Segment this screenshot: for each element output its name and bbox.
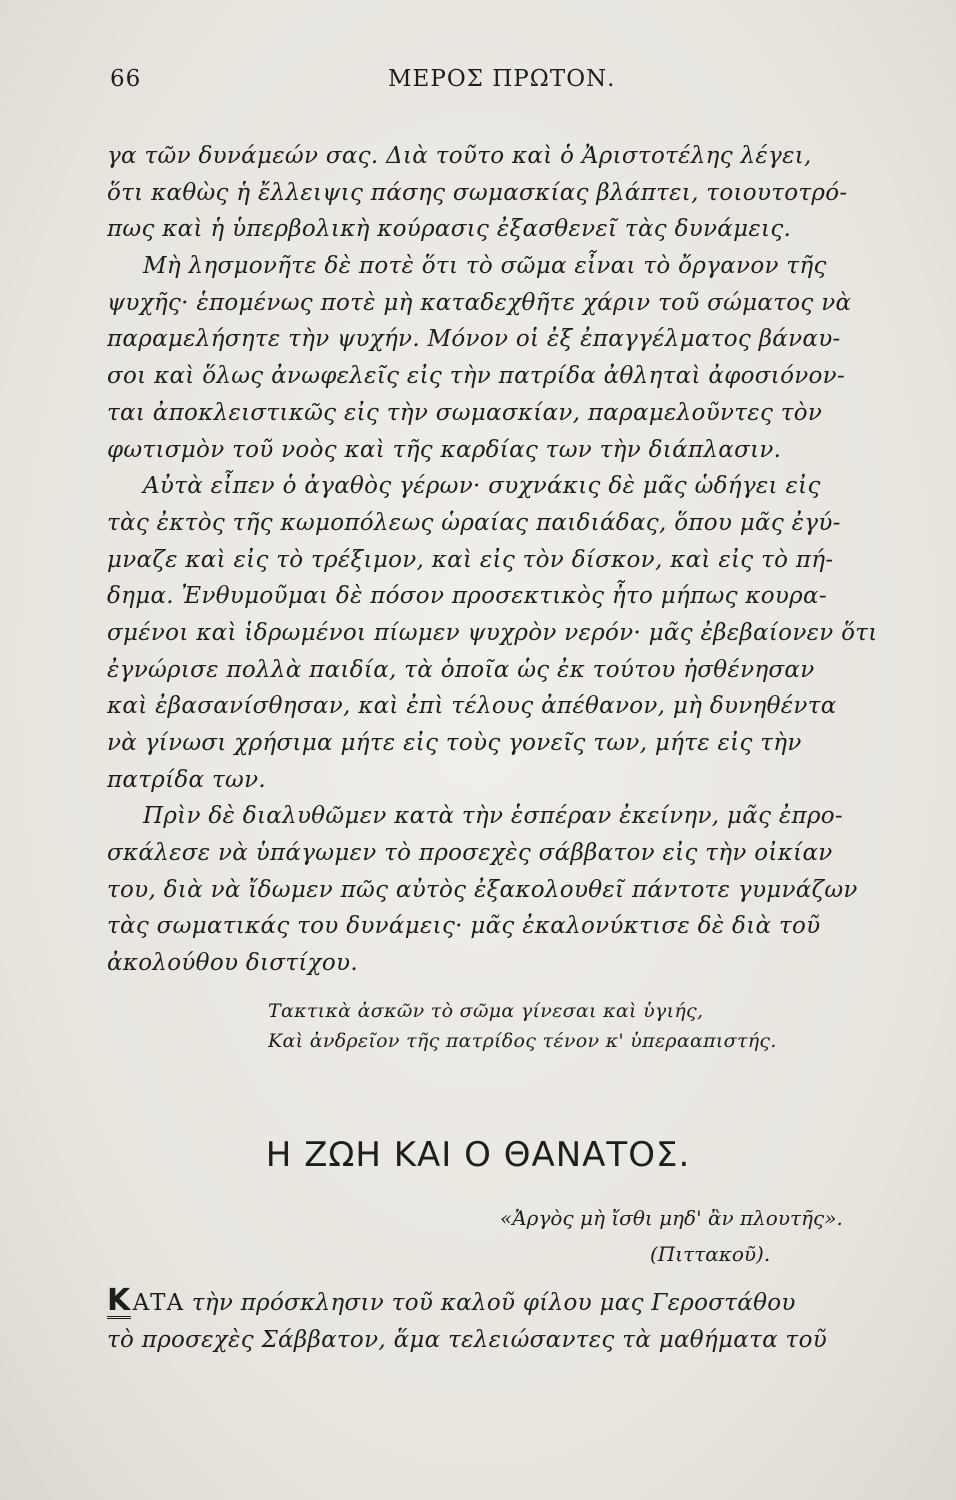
closing-paragraph xyxy=(107,1285,927,1358)
page-number: 66 xyxy=(110,66,142,92)
text-line: σμένοι καὶ ἱδρωμένοι πίωμεν ψυχρὸν νερόν· μᾶς ἐβεβαίονεν ὅτι xyxy=(107,619,878,646)
text-line: ἐγνώρισε πολλὰ παιδία, τὰ ὁποῖα ὡς ἐκ τούτου ἠσθένησαν xyxy=(107,656,815,683)
text-line: δημα. Ἐνθυμοῦμαι δὲ πόσον προσεκτικὸς ἦτο μήπως κουρα- xyxy=(107,583,827,610)
text-line: τὸ προσεχὲς Σάββατον, ἅμα τελειώσαντες τὰ μαθήματα τοῦ xyxy=(107,1326,828,1353)
text-line: σκάλεσε νὰ ὑπάγωμεν τὸ προσεχὲς σάββατον εἰς τὴν οἰκίαν xyxy=(107,840,833,867)
text-line: του, διὰ νὰ ἴδωμεν πῶς αὐτὸς ἐξακολουθεῖ πάντοτε γυμνάζων xyxy=(107,876,858,903)
text-line: ἀκολούθου διστίχου. xyxy=(107,950,358,977)
page-header xyxy=(110,66,830,102)
text-line xyxy=(107,1285,927,1322)
epigraph-quote: «Ἀργὸς μὴ ἴσθι μηδ' ἂν πλουτῆς». xyxy=(500,1206,843,1230)
text-line: Αὐτὰ εἶπεν ὁ ἀγαθὸς γέρων· συχνάκις δὲ μᾶς ὡδήγει εἰς xyxy=(143,473,821,500)
text-line: φωτισμὸν τοῦ νοὸς καὶ τῆς καρδίας των τὴν διάπλασιν. xyxy=(107,436,782,463)
text-line: γα τῶν δυνάμεών σας. Διὰ τοῦτο καὶ ὁ Ἀριστοτέλης λέγει, xyxy=(107,143,812,169)
small-caps-word: ΑΤΑ xyxy=(132,1290,185,1316)
text-line: καὶ ἐβασανίσθησαν, καὶ ἐπὶ τέλους ἀπέθανον, μὴ δυνηθέντα xyxy=(107,693,837,720)
text-line: μναζε καὶ εἰς τὸ τρέξιμον, καὶ εἰς τὸν δίσκον, καὶ εἰς τὸ πή- xyxy=(107,546,834,573)
running-title: ΜΕΡΟΣ ΠΡΩΤΟΝ. xyxy=(388,66,616,92)
verse-line: Καὶ ἀνδρεῖον τῆς πατρίδος τένον κ' ὑπερααπιστής. xyxy=(268,1030,777,1052)
verse-line: Τακτικὰ ἀσκῶν τὸ σῶμα γίνεσαι καὶ ὑγιής, xyxy=(268,1000,704,1022)
line-text: τὴν πρόσκλησιν τοῦ καλοῦ φίλου μας Γεροστάθου xyxy=(184,1290,796,1316)
text-line: ται ἀποκλειστικῶς εἰς τὴν σωμασκίαν, παραμελοῦντες τὸν xyxy=(107,399,823,426)
text-line: πως καὶ ἡ ὑπερβολικὴ κούρασις ἐξασθενεῖ τὰς δυνάμεις. xyxy=(107,216,792,243)
text-line: πατρίδα των. xyxy=(107,766,266,793)
text-line: σοι καὶ ὅλως ἀνωφελεῖς εἰς τὴν πατρίδα ἀθληταὶ ἀφοσιόνον- xyxy=(107,363,846,390)
text-line: νὰ γίνωσι χρήσιμα μήτε εἰς τοὺς γονεῖς των, μήτε εἰς τὴν xyxy=(107,730,802,756)
text-line: ὅτι καθὼς ἡ ἔλλειψις πάσης σωμασκίας βλάπτει, τοιουτοτρό- xyxy=(107,179,848,206)
text-line: ψυχῆς· ἑπομένως ποτὲ μὴ καταδεχθῆτε χάριν τοῦ σώματος νὰ xyxy=(107,289,852,316)
text-line: Μὴ λησμονῆτε δὲ ποτὲ ὅτι τὸ σῶμα εἶναι τὸ ὄργανον τῆς xyxy=(143,253,827,280)
text-line: τὰς σωματικάς του δυνάμεις· μᾶς ἐκαλονύκτισε δὲ διὰ τοῦ xyxy=(107,913,821,940)
text-line: παραμελήσητε τὴν ψυχήν. Μόνον οἱ ἐξ ἐπαγγέλματος βάναυ- xyxy=(107,326,841,353)
text-line: Πρὶν δὲ διαλυθῶμεν κατὰ τὴν ἑσπέραν ἐκείνην, μᾶς ἐπρο- xyxy=(143,803,843,830)
text-line: τὰς ἐκτὸς τῆς κωμοπόλεως ὡραίας παιδιάδας, ὅπου μᾶς ἐγύ- xyxy=(107,509,841,536)
body-text xyxy=(107,138,927,982)
section-title: Η ΖΩΗ ΚΑΙ Ο ΘΑΝΑΤΟΣ. xyxy=(265,1135,691,1175)
verse-couplet xyxy=(268,996,868,1056)
epigraph-author: (Πιττακοῦ). xyxy=(650,1242,771,1266)
drop-cap: Κ xyxy=(107,1285,131,1318)
